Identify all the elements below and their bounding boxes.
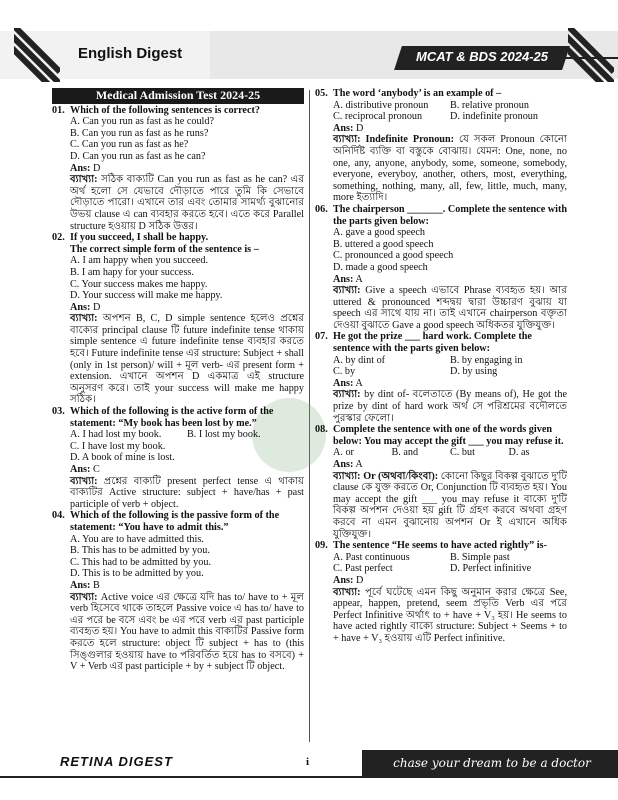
question-text: Which of the following is the active form of the statement: “My book has been lost by me.” [70, 406, 274, 429]
option: D. Can you run as fast as he can? [70, 150, 206, 162]
question-05: 05. The word ‘anybody’ is an example of – A. distributive pronoun B. relative pronoun C. reciprocal pronoun D. indefinite pronoun Ans: D ব্যাখ্যা: Indefinite Pronoun: যে সকল Pronoun কোনো অনির্দিষ্ট ব্যক্তি বা বস্তুকে বোঝায়। যেমন: One, none, no one, any, anyone, anybody, some, someone, somebody, everyone, everyboy, another, others, most, everything, something, nothing, many, all, few, little, much, many, more ইত্যাদি। [315, 88, 568, 204]
question-03: 03. Which of the following is the active form of the statement: “My book has been lost by me.” A. I had lost my book. B. I lost my book. C. I have lost my book. D. A book of mine is lost. Ans: C ব্যাখ্যা: প্রশ্নের বাক্যটি present perfect tense এ থাকায় বাক্যটির Active structure: subject + have/has + past participle of verb + object. [52, 406, 304, 510]
question-08: 08. Complete the sentence with one of the words given below: You may accept the gift ___ you may refuse it. A. or B. and C. but D. as Ans: A ব্যাখ্যা: Or (অথবা/কিংবা): কোনো কিছুর বিকল্প বুঝাতে দু'টি clause কে যুক্ত করতে Or, Conjunction টি ব্যবহৃত হয়। You may accept the gift ___ you may refuse it বাক্যে দু'টি বিকল্প অপশন দেওয়া হয় gift টি গ্রহণ করবে অথবা গ্রহণ করবে না এমন বুঝানোয় অপশন Or ই এখানে অধিক যুক্তিযুক্ত। [315, 424, 568, 540]
question-02: 02. If you succeed, I shall be happy. The correct simple form of the sentence is – A. I am happy when you succeed. B. I am hapy for your success. C. Your success makes me happy. D. Your success will make me happy. Ans: D ব্যাখ্যা: অপশন B, C, D simple sentence হলেও প্রশ্নের বাক্যের principal clause টি future indefinite tense থাকায় simple sentence এ future indefinite tense ব্যবহার করতে হবে। Future indefinite tense এর structure: Subject + shall (only in 1st person)/ will + মূল verb- এর present form + extension. এখানে অপশন D একমাত্র এই structure অনুসরণ করে। তাই your success will make me happy সঠিক। [52, 232, 305, 406]
option: D. indefinite pronoun [450, 111, 538, 123]
option: B. This has to be admitted by you. [70, 545, 210, 557]
explanation: ব্যাখ্যা: Or (অথবা/কিংবা): কোনো কিছুর বিকল্প বুঝাতে দু'টি clause কে যুক্ত করতে Or, Conjunction টি ব্যবহৃত হয়। You may accept the gift ___ you may refuse it বাক্যে দু'টি বিকল্প অপশন দেওয়া হয় gift টি গ্রহণ করবে অথবা গ্রহণ করবে না এমন বুঝানোয় অপশন Or ই এখানে অধিক যুক্তিযুক্ত। [333, 470, 568, 540]
question-text-2: The correct simple form of the sentence is – [70, 243, 259, 255]
option: B. I am hapy for your success. [70, 266, 194, 278]
option: C. Your success makes me happy. [70, 278, 208, 290]
explanation: ব্যাখ্যা: Give a speech এভাবে Phrase ব্যবহৃত হয়। আর uttered & pronounced শব্দদ্বয় দ্বারা উচ্চারণ বুঝায় যা speech এর সাথে যায় না। তাই এখানে chairperson বক্তৃতা দেওয়া বুঝাতে Gave a good speech অধিকতর যুক্তিযুক্ত। [333, 285, 567, 331]
option: D. made a good speech [333, 261, 428, 273]
question-text: He got the prize ___ hard work. Complete the sentence with the parts given below: [333, 331, 532, 355]
answer: Ans: A [333, 273, 363, 285]
option: A. gave a good speech [333, 227, 425, 239]
header-badge: MCAT & BDS 2024-25 [416, 49, 548, 64]
section-title: Medical Admission Test 2024-25 [52, 88, 304, 104]
option: A. I had lost my book. [70, 429, 162, 441]
explanation: ব্যাখ্যা: সঠিক বাক্যটি Can you run as fast as he can? এর অর্থ হলো সে যেভাবে দৌড়াতে পারে তুমি কি সেভাবে দৌড়াতে পারো। এখানে তার এবং তোমার সামর্থ্য বুঝানোর উভয় clause এ can ব্যবহার করতে হবে। এতে করে Parallel structure হওয়ায় D সঠিক উত্তর। [70, 174, 304, 232]
question-04: 04. Which of the following is the passive form of the statement: “You have to admit this.” A. You are to have admitted this. B. This has to be admitted by you. C. This had to be admitted by you. D. This is to be admitted by you. Ans: B ব্যাখ্যা: Active voice এর ক্ষেত্রে যদি has to/ have to + মূল verb হিসেবে থাকে তাহলে Passive voice এ has to/ have to এর পরে be বসে এবং be এর পরে verb এর past participle ব্যবহৃত হয়। You have to admit this বাক্যটির Passive form করতে হলে structure: object টি subject + has to (this সিঙ্গুলার হওয়ায় have to পরিবর্তিত হয়ে has to বসবে) + V + Verb এর past participle + by + subject টি object. [52, 510, 305, 673]
question-01: 01. Which of the following sentences is correct? A. Can you run as fast as he could? B. Can you run as fast as he runs? C. Can you run as fast as he? D. Can you run as fast as he can? Ans: D ব্যাখ্যা: সঠিক বাক্যটি Can you run as fast as he can? এর অর্থ হলো সে যেভাবে দৌড়াতে পারে তুমি কি সেভাবে দৌড়াতে পারো। এখানে তার এবং তোমার সামর্থ্য বুঝানোর উভয় clause এ can ব্যবহার করতে হবে। এতে করে Parallel structure হওয়ায় D সঠিক উত্তর। [52, 104, 304, 232]
header-title: English Digest [78, 45, 183, 62]
answer: Ans: D [333, 574, 364, 586]
option: A. Past continuous [333, 551, 410, 563]
option: D. by using [450, 366, 498, 378]
footer-brand: RETINA DIGEST [60, 754, 173, 769]
option: A. or [333, 447, 354, 459]
footer-rule [0, 776, 618, 778]
option: B. by engaging in [450, 354, 523, 366]
left-column [52, 88, 304, 673]
question-06: 06. The chairperson _______. Complete the sentence with the parts given below: A. gave a good speech B. uttered a good speech C. pronounced a good speech D. made a good speech Ans: A ব্যাখ্যা: Give a speech এভাবে Phrase ব্যবহৃত হয়। আর uttered & pronounced শব্দদ্বয় দ্বারা উচ্চারণ বুঝায় যা speech এর সাথে যায় না। তাই এখানে chairperson বক্তৃতা দেওয়া বুঝাতে Gave a good speech অধিকতর যুক্তিযুক্ত। [315, 203, 568, 331]
option: A. by dint of [333, 354, 386, 366]
option: B. relative pronoun [450, 99, 529, 111]
option: C. reciprocal pronoun [333, 111, 423, 123]
explanation: ব্যাখ্যা: by dint of- বলেতাতে (By means of), He got the prize by dint of hard work অর্থ সে পরিশ্রমের বদৌলতে পুরস্কার ফেলো। [333, 389, 567, 424]
question-text: Complete the sentence with one of the words given below: You may accept the gift ___ you may refuse it. [333, 424, 564, 447]
option: B. uttered a good speech [333, 238, 434, 250]
option: D. A book of mine is lost. [70, 452, 175, 464]
question-text: The word ‘anybody’ is an example of – [333, 88, 502, 99]
answer: Ans: A [333, 377, 363, 389]
stripes-right-icon [568, 28, 614, 82]
question-text: If you succeed, I shall be happy. [70, 232, 209, 244]
option: C. but [450, 447, 475, 459]
option: D. as [508, 447, 530, 459]
explanation: ব্যাখ্যা: অপশন B, C, D simple sentence হলেও প্রশ্নের বাক্যের principal clause টি future indefinite tense থাকায় simple sentence এ future indefinite tense ব্যবহার করতে হবে। Future indefinite tense এর structure: Subject + shall (only in 1st person)/ will + মূল verb- এর present form + extension. এখানে অপশন D একমাত্র এই structure অনুসরণ করে। তাই your success will make me happy সঠিক। [70, 313, 305, 406]
explanation: ব্যাখ্যা: পূর্বে ঘটেছে এমন কিছু অনুমান করার ক্ষেত্রে See, appear, happen, pretend, seem প্রভৃতি Verb এর পরে Perfect Infinitive অর্থাৎ to + have + V₃ হয়। He seems to have acted rightly বাক্যে structure: Subject + Seems + to + have + V₃ হওয়ায় এটি Perfect infinitive. [333, 586, 567, 644]
option: C. Past perfect [333, 563, 393, 575]
question-09: 09. The sentence “He seems to have acted rightly” is- A. Past continuous B. Simple past C. Past perfect D. Perfect infinitive Ans: D ব্যাখ্যা: পূর্বে ঘটেছে এমন কিছু অনুমান করার ক্ষেত্রে See, appear, happen, pretend, seem প্রভৃতি Verb এর পরে Perfect Infinitive অর্থাৎ to + have + V₃ হয়। He seems to have acted rightly বাক্যে structure: Subject + Seems + to + have + V₃ হওয়ায় এটি Perfect infinitive. [315, 540, 567, 644]
page-number: i [306, 756, 310, 768]
answer: Ans: D [70, 301, 101, 313]
stripes-left-icon [14, 28, 60, 82]
option: C. Can you run as fast as he? [70, 139, 189, 151]
option: C. pronounced a good speech [333, 250, 454, 262]
option: D. Perfect infinitive [450, 563, 532, 575]
footer-tagline: chase your dream to be a doctor [393, 756, 591, 770]
answer: Ans: C [70, 464, 100, 475]
top-margin [0, 0, 618, 30]
explanation: ব্যাখ্যা: Indefinite Pronoun: যে সকল Pronoun কোনো অনির্দিষ্ট ব্যক্তি বা বস্তুকে বোঝায়। যেমন: One, none, no one, any, anyone, anybody, some, someone, somebody, everyone, everyboy, another, others, most, everything, something, nothing, many, all, few, little, much, many, more ইত্যাদি। [333, 134, 568, 204]
question-text: Which of the following sentences is correct? [70, 104, 260, 116]
answer: Ans: A [333, 459, 363, 470]
explanation: ব্যাখ্যা: প্রশ্নের বাক্যটি present perfect tense এ থাকায় বাক্যটির Active structure: subject + have/has + past participle of verb + object. [70, 475, 304, 510]
answer: Ans: D [70, 162, 101, 174]
option: D. This is to be admitted by you. [70, 568, 204, 580]
option: A. You are to have admitted this. [70, 533, 204, 545]
answer: Ans: B [70, 579, 100, 591]
question-text: The chairperson _______. Complete the sentence with the parts given below: [333, 203, 568, 227]
option: A. Can you run as fast as he could? [70, 116, 215, 128]
question-text: Which of the following is the passive form of the statement: “You have to admit this.” [70, 510, 280, 533]
answer: Ans: D [333, 122, 364, 134]
right-column [315, 88, 567, 645]
option: B. I lost my book. [187, 429, 261, 441]
option: B. Simple past [450, 551, 510, 563]
option: B. and [391, 447, 419, 459]
option: C. I have lost my book. [70, 440, 166, 452]
explanation: ব্যাখ্যা: Active voice এর ক্ষেত্রে যদি has to/ have to + মূল verb হিসেবে থাকে তাহলে Passive voice এ has to/ have to এর পরে be বসে এবং be এর পরে verb এর past participle ব্যবহৃত হয়। You have to admit this বাক্যটির Passive form করতে হলে structure: object টি subject + has to (this সিঙ্গুলার হওয়ায় have to পরিবর্তিত হয়ে has to বসবে) + V + Verb এর past participle + by + subject টি object. [70, 591, 305, 673]
option: A. distributive pronoun [333, 99, 429, 111]
question-text: The sentence “He seems to have acted rightly” is- [333, 540, 547, 552]
option: C. This had to be admitted by you. [70, 556, 212, 568]
option: A. I am happy when you succeed. [70, 255, 209, 267]
option: D. Your success will make me happy. [70, 290, 223, 302]
option: B. Can you run as fast as he runs? [70, 127, 209, 139]
option: C. by [333, 366, 356, 378]
question-07: 07. He got the prize ___ hard work. Complete the sentence with the parts given below: A. by dint of B. by engaging in C. by D. by using Ans: A ব্যাখ্যা: by dint of- বলেতাতে (By means of), He got the prize by dint of hard work অর্থ সে পরিশ্রমের বদৌলতে পুরস্কার ফেলো। [315, 331, 567, 424]
